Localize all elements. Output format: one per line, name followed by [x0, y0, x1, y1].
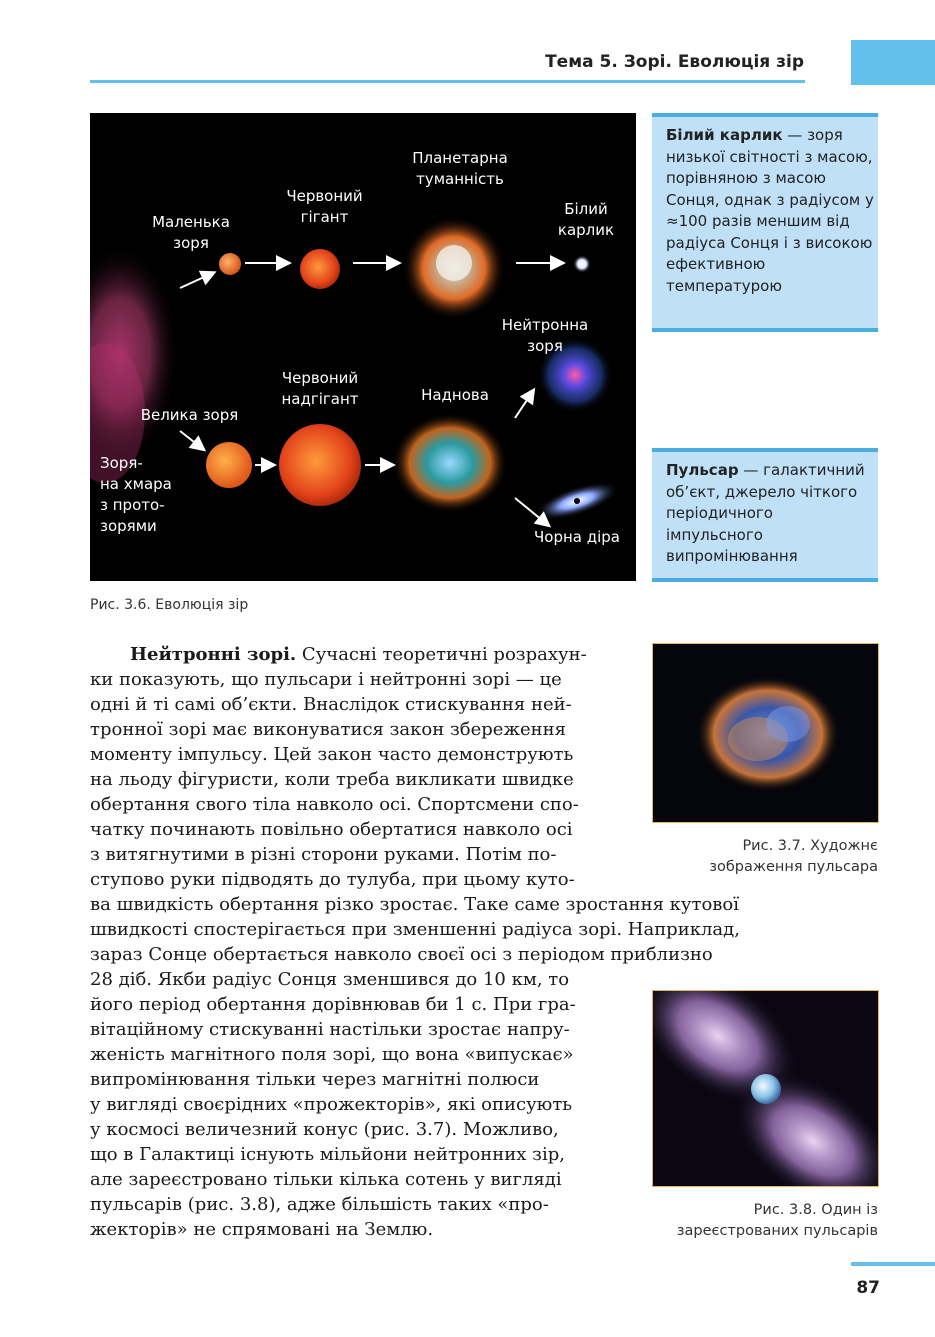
- body-line-1: Нейтронні зорі. Сучасні теоретичні розрахун-: [130, 644, 587, 665]
- body-line-19: у вигляді своєрідних «прожекторів», які описують: [90, 1094, 573, 1115]
- body-line-11: ва швидкість обертання різко зростає. Таке саме зростання кутової: [90, 894, 740, 915]
- footer-rule: [851, 1262, 935, 1266]
- pulsar-term: Пульсар: [666, 461, 739, 479]
- body-line-17: женість магнітного поля зорі, що вона «випускає»: [90, 1044, 574, 1065]
- figure-3-8-caption: Рис. 3.8. Один із зареєстрованих пульсарів: [676, 1202, 878, 1239]
- page-header-title: Тема 5. Зорі. Еволюція зір: [545, 52, 804, 72]
- red-giant-image: [300, 249, 340, 289]
- body-line-3: одні й ті самі об’єкти. Внаслідок стискування ней-: [90, 694, 572, 715]
- label-red-giant: Червоний гігант: [286, 187, 363, 226]
- label-supernova: Наднова: [421, 386, 489, 404]
- body-line-23: пульсарів (рис. 3.8), адже більшість таких «про-: [90, 1194, 549, 1215]
- figure-3-6-caption: Рис. 3.6. Еволюція зір: [90, 597, 249, 613]
- label-black-hole: Чорна діра: [533, 528, 620, 546]
- white-dwarf-text: — зоря низької світності з масою, порівняною з масою Сонця, однак з радіусом у ≈100 разів меншим від радіуса Сонця і з високою ефективною температурою: [666, 126, 874, 295]
- body-line-8: чатку починають повільно обертатися навколо осі: [90, 819, 573, 840]
- body-line-6: на льоду фігуристи, коли треба викликати швидке: [90, 769, 574, 790]
- label-large-star: Велика зоря: [140, 406, 239, 424]
- body-line-15: його період обертання дорівнював би 1 с. При гра-: [90, 994, 576, 1015]
- body-line-20: у космосі величезний конус (рис. 3.7). Можливо,: [90, 1119, 559, 1140]
- white-dwarf-image: [573, 255, 591, 273]
- header-accent-block: [851, 40, 935, 85]
- small-star-image: [219, 253, 241, 275]
- pulsar-registered-image: [652, 990, 879, 1187]
- label-white-dwarf: Білий карлик: [557, 200, 615, 239]
- body-line-16: вітаційному стискуванні настільки зростає напру-: [90, 1019, 570, 1040]
- body-line-7: обертання свого тіла навколо осі. Спортсмени спо-: [90, 794, 579, 815]
- body-line-13: зараз Сонце обертається навколо своєї осі з періодом приблизно: [90, 944, 713, 965]
- label-red-supergiant: Червоний надгігант: [281, 369, 359, 408]
- figure-3-7-caption: Рис. 3.7. Художнє зображення пульсара: [709, 838, 878, 875]
- body-line-14: 28 діб. Якби радіус Сонця зменшився до 10 км, то: [90, 969, 570, 990]
- white-dwarf-term: Білий карлик: [666, 126, 783, 144]
- large-star-image: [206, 442, 252, 488]
- pulsar-artistic-image: [652, 643, 879, 823]
- pulsar-definition: [652, 452, 874, 568]
- body-line-2: ки показують, що пульсари і нейтронні зорі — це: [90, 669, 562, 690]
- label-star-cloud: Зоря- на хмара з прото- зорями: [100, 454, 172, 535]
- label-planetary-nebula: Планетарна туманність: [412, 149, 508, 188]
- pulsar-text: — галактичний об’єкт, джерело чіткого періодичного імпульсного випромінювання: [666, 461, 865, 565]
- body-line-9: з витягнутими в різні сторони руками. Потім по-: [90, 844, 557, 865]
- body-line-12: швидкості спостерігається при зменшенні радіуса зорі. Наприклад,: [90, 919, 740, 940]
- body-line-10: ступово руки підводять до тулуба, при цьому куто-: [90, 869, 575, 890]
- supernova-image: [392, 413, 508, 513]
- body-line-22: але зареєстровано тільки кілька сотень у вигляді: [90, 1169, 562, 1190]
- label-neutron-star: Нейтронна зоря: [501, 316, 589, 355]
- page-number: 87: [856, 1278, 880, 1298]
- definition-box-pulsar: [652, 448, 878, 582]
- stellar-evolution-figure: [90, 113, 636, 581]
- body-line-5: моменту імпульсу. Цей закон часто демонструють: [90, 744, 574, 765]
- label-small-star: Маленька зоря: [152, 213, 230, 252]
- body-line-18: випромінювання тільки через магнітні полюси: [90, 1069, 540, 1090]
- definition-box-white-dwarf: [652, 113, 878, 332]
- section-heading: Нейтронні зорі.: [130, 644, 297, 665]
- body-line-21: що в Галактиці існують мільйони нейтронних зір,: [90, 1144, 565, 1165]
- red-supergiant-image: [279, 424, 361, 506]
- white-dwarf-definition: [652, 117, 874, 297]
- body-line-24: жекторів» не спрямовані на Землю.: [90, 1219, 434, 1240]
- header-rule: [90, 80, 805, 83]
- body-line-4: тронної зорі має виконуватися закон збереження: [90, 719, 566, 740]
